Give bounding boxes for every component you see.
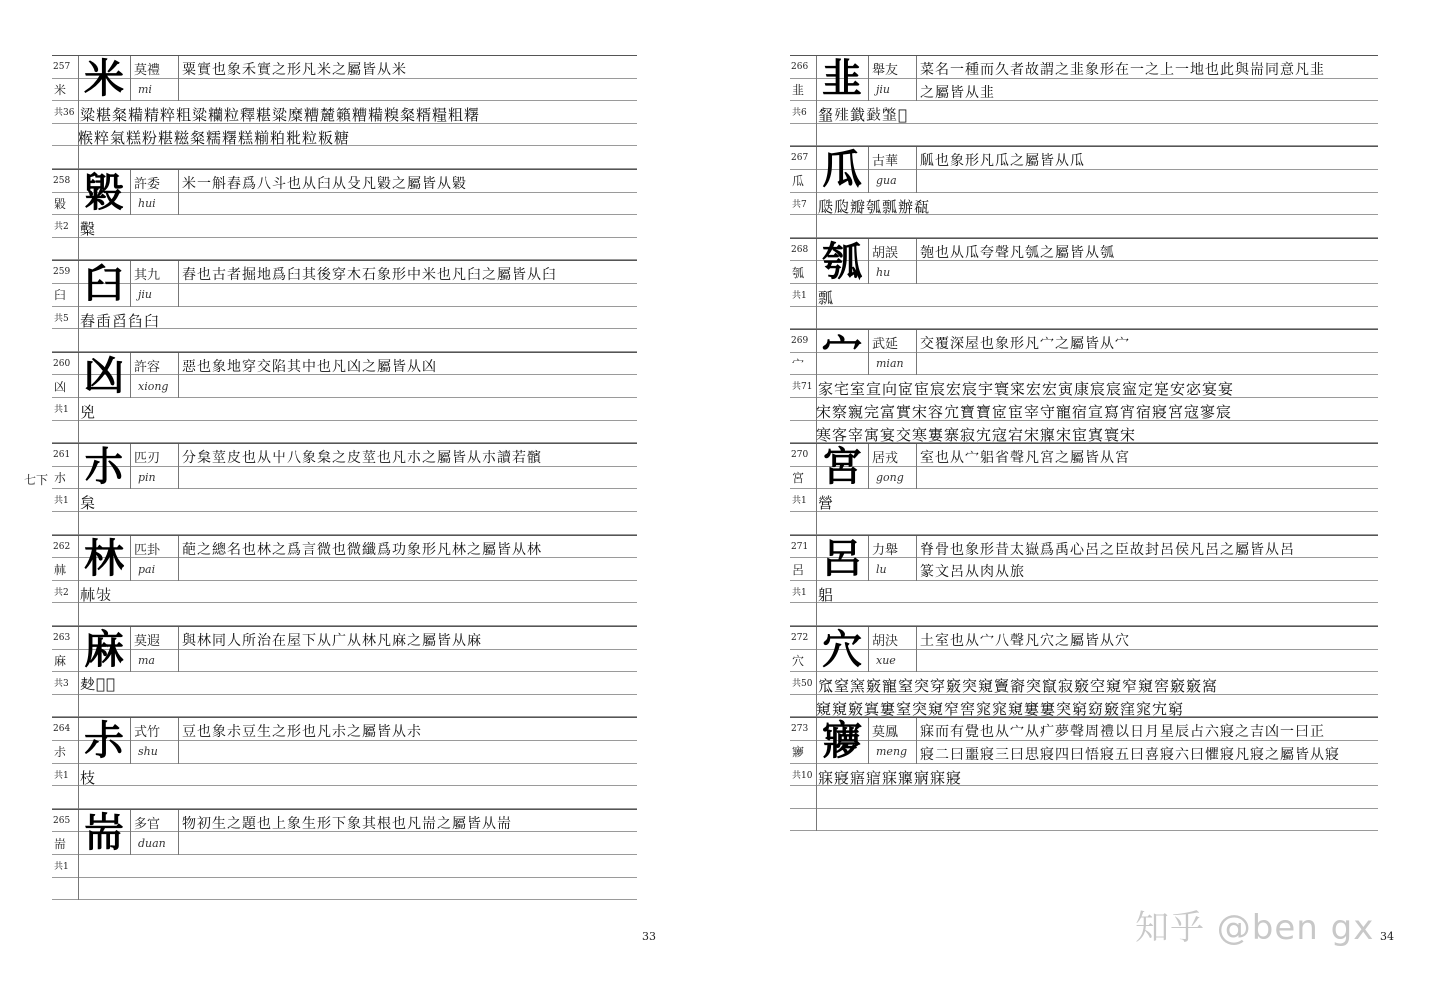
entry-pinyin: gua xyxy=(876,174,897,188)
entry-fanqie: 居戎 xyxy=(872,451,899,467)
entry-derived-line: 瓢 xyxy=(818,288,835,307)
ruled-line xyxy=(52,398,637,421)
entry-definition-line: 交覆深屋也象形凡宀之屬皆从宀 xyxy=(920,336,1130,353)
entry-derived-line: 寒客宰寓宴交寒寠寨寂宄寇宕宋寱宋宦寘寰宋 xyxy=(816,425,1137,444)
entry-radical: 米 xyxy=(84,55,124,102)
entry-definition-line: 㼌也象形凡瓜之屬皆从瓜 xyxy=(920,153,1085,170)
entry-number: 271 xyxy=(791,541,809,552)
entry-number: 258 xyxy=(53,176,71,186)
entry-number: 270 xyxy=(791,450,809,461)
ruled-line xyxy=(52,603,637,626)
entry-definition-line: 物初生之題也上象生形下象其根也凡耑之屬皆从耑 xyxy=(182,815,512,832)
entry-fanqie: 莫鳳 xyxy=(872,725,899,741)
entry-259 xyxy=(52,260,637,351)
entry-count: 共50 xyxy=(792,679,813,690)
entry-number: 272 xyxy=(791,632,809,643)
entry-definition-line: 惡也象地穿交陷其中也凡凶之屬皆从凶 xyxy=(182,358,437,375)
entry-fanqie: 多官 xyxy=(134,816,161,832)
column-rule xyxy=(178,718,179,763)
entry-derived-line: 營 xyxy=(818,494,835,513)
entry-definition-line: 豆也象尗豆生之形也凡尗之屬皆从尗 xyxy=(182,724,422,741)
entry-fanqie: 莫遐 xyxy=(134,633,161,649)
entry-number: 257 xyxy=(53,62,71,72)
entry-definition-line: 之屬皆从韭 xyxy=(920,84,995,101)
margin-note: 七下 xyxy=(24,473,49,487)
ruled-line xyxy=(52,489,637,512)
column-rule xyxy=(130,353,131,398)
entry-number: 273 xyxy=(791,724,809,735)
ruled-line xyxy=(52,764,637,787)
entry-266 xyxy=(790,55,1378,146)
entry-count: 共1 xyxy=(792,496,807,507)
column-rule xyxy=(130,56,131,101)
entry-268 xyxy=(790,238,1378,329)
ruled-line xyxy=(52,581,637,604)
entry-273 xyxy=(790,717,1378,831)
column-rule xyxy=(78,170,79,260)
right-page-number: 34 xyxy=(1380,930,1394,943)
entry-radical: 呂 xyxy=(822,534,862,582)
entry-small-char: 凶 xyxy=(54,379,67,394)
entry-small-char: 㝱 xyxy=(792,745,805,760)
column-rule xyxy=(868,147,869,192)
entry-fanqie: 許容 xyxy=(134,359,161,375)
ruled-line xyxy=(790,215,1378,238)
entry-derived-line: 𪎊𪎋𪎎 xyxy=(80,675,117,694)
entry-count: 共36 xyxy=(54,108,75,119)
column-rule xyxy=(178,353,179,398)
entry-small-char: 米 xyxy=(54,83,67,97)
ruled-line xyxy=(790,489,1378,512)
entry-count: 共5 xyxy=(54,313,69,324)
column-rule xyxy=(78,718,79,808)
entry-263 xyxy=(52,626,637,717)
entry-pinyin: meng xyxy=(876,745,908,759)
entry-pinyin: duan xyxy=(138,836,166,850)
entry-radical: 凶 xyxy=(84,351,124,399)
entry-derived-line: 躳 xyxy=(818,585,835,604)
entry-radical: 耑 xyxy=(84,808,124,856)
entry-radical: 宮 xyxy=(822,443,862,491)
column-rule xyxy=(78,56,79,169)
column-rule xyxy=(916,239,917,284)
entry-number: 259 xyxy=(53,267,71,278)
entry-fanqie: 許委 xyxy=(134,177,161,192)
entry-270 xyxy=(790,443,1378,534)
entry-derived-line: 瓞瓝瓣瓠瓢辦瓻 xyxy=(818,197,931,216)
column-rule xyxy=(868,56,869,101)
entry-small-char: 宮 xyxy=(792,471,805,486)
ruled-line xyxy=(52,329,637,352)
ruled-line xyxy=(790,512,1378,535)
column-rule xyxy=(816,718,817,831)
entry-small-char: 麻 xyxy=(54,653,67,668)
entry-small-char: 臼 xyxy=(54,288,67,303)
entry-derived-line: 粱糂粲糒精粹粗粱糷粒釋糂粱糜糟麓籟糟糒糗粲糈糧粗糬 xyxy=(80,106,481,125)
entry-count: 共1 xyxy=(54,861,69,872)
entry-derived-line: 糳 xyxy=(80,220,97,239)
entry-262 xyxy=(52,535,637,626)
entry-fanqie: 舉友 xyxy=(872,63,899,78)
entry-definition-line: 土室也从宀八聲凡穴之屬皆从穴 xyxy=(920,632,1130,649)
entry-definition-line: 寐而有覺也从宀从疒夢聲周禮以日月星辰占六寢之吉凶一曰正 xyxy=(920,724,1325,741)
entry-derived-line: 窊窒窯竅寵窒突穿竅突窺竇窬突竄寂竅空窺窄窺窖竅竅窩 xyxy=(818,677,1219,696)
entry-pinyin: lu xyxy=(876,562,887,576)
ruled-line xyxy=(52,512,637,535)
entry-number: 265 xyxy=(53,815,71,826)
entry-count: 共71 xyxy=(792,382,813,393)
column-rule xyxy=(868,536,869,581)
column-rule xyxy=(916,536,917,581)
column-rule xyxy=(78,810,79,900)
entry-number: 261 xyxy=(53,450,71,461)
entry-fanqie: 力舉 xyxy=(872,542,899,558)
entry-271 xyxy=(790,535,1378,626)
column-rule xyxy=(78,353,79,443)
column-rule xyxy=(816,444,817,534)
entry-derived-line: 家宅室宣向宧宦宸宏宸宇寰寀宏宏寅康宸宸寍定寔安宓宴宴 xyxy=(818,380,1235,399)
entry-radical: 瓠 xyxy=(822,237,862,285)
column-rule xyxy=(178,261,179,306)
entry-pinyin: jiu xyxy=(876,83,891,96)
entry-number: 260 xyxy=(53,358,71,369)
column-rule xyxy=(178,444,179,489)
column-rule xyxy=(130,170,131,215)
entry-small-char: 穴 xyxy=(792,653,805,668)
entry-258 xyxy=(52,169,637,260)
entry-pinyin: pin xyxy=(138,471,156,485)
entry-small-char: 𣏟 xyxy=(54,562,67,577)
entry-derived-line: 𣏟𢻸 xyxy=(80,585,113,604)
entry-fanqie: 胡誤 xyxy=(872,245,899,261)
column-rule xyxy=(916,718,917,763)
column-rule xyxy=(78,444,79,534)
entry-count: 共1 xyxy=(792,587,807,598)
entry-small-char: 呂 xyxy=(792,562,805,577)
column-rule xyxy=(178,536,179,581)
entry-pinyin: mian xyxy=(876,357,904,371)
entry-269 xyxy=(790,329,1378,443)
ruled-line xyxy=(52,855,637,878)
entry-fanqie: 式竹 xyxy=(134,725,161,741)
entry-definition-line: 粟實也象禾實之形凡米之屬皆从米 xyxy=(182,62,407,78)
entry-radical: 穴 xyxy=(822,625,862,673)
entry-small-char: 朩 xyxy=(54,471,67,486)
entry-count: 共3 xyxy=(54,679,69,690)
column-rule xyxy=(130,627,131,672)
entry-fanqie: 莫禮 xyxy=(134,63,161,78)
entry-265 xyxy=(52,809,637,900)
ruled-line xyxy=(52,421,637,444)
column-rule xyxy=(130,536,131,581)
right-page xyxy=(790,55,1378,831)
entry-definition-line: 舂也古者掘地爲臼其後穿木石象形中米也凡臼之屬皆从臼 xyxy=(182,267,557,284)
ruled-line xyxy=(790,603,1378,626)
entry-number: 268 xyxy=(791,244,809,255)
entry-derived-line: 韰𩐁韱𩐅𩐇𩐈 xyxy=(818,106,909,125)
entry-small-char: 宀 xyxy=(792,357,805,372)
entry-fanqie: 武延 xyxy=(872,337,899,353)
column-rule xyxy=(868,239,869,284)
ruled-line xyxy=(52,215,637,238)
column-rule xyxy=(130,444,131,489)
entry-pinyin: shu xyxy=(138,745,158,759)
entry-radical: 㝱 xyxy=(822,717,862,765)
ruled-line xyxy=(790,284,1378,307)
column-rule xyxy=(916,444,917,489)
entry-count: 共7 xyxy=(792,199,807,210)
entry-radical: 麻 xyxy=(84,625,124,673)
entry-fanqie: 匹卦 xyxy=(134,542,161,558)
watermark: 知乎 @ben gx xyxy=(1135,908,1375,948)
entry-fanqie: 胡決 xyxy=(872,633,899,649)
ruled-line xyxy=(790,307,1378,330)
entry-radical: 宀 xyxy=(822,329,862,377)
entry-number: 269 xyxy=(791,336,809,347)
entry-derived-line: 兇 xyxy=(80,402,97,421)
column-rule xyxy=(916,330,917,375)
column-rule xyxy=(178,810,179,855)
entry-small-char: 瓜 xyxy=(792,174,805,189)
entry-definition-line: 葩之總名也林之爲言微也微纖爲功象形凡林之屬皆从林 xyxy=(182,541,542,558)
entry-radical: 林 xyxy=(84,534,124,582)
entry-fanqie: 古華 xyxy=(872,154,899,170)
column-rule xyxy=(78,261,79,351)
entry-count: 共1 xyxy=(54,770,69,781)
column-rule xyxy=(916,627,917,672)
entry-pinyin: gong xyxy=(876,471,904,485)
column-rule xyxy=(178,56,179,101)
entry-derived-line: 宋察寴完富實宋容宂寶寶宧宦宰守寵宿宣寫宵宿寢宮寇寥宸 xyxy=(816,402,1233,421)
entry-derived-line: 枲 xyxy=(80,494,97,513)
entry-small-char: 瓠 xyxy=(792,265,805,280)
entry-small-char: 毇 xyxy=(54,197,67,211)
entry-count: 共1 xyxy=(54,404,69,415)
entry-272 xyxy=(790,626,1378,717)
column-rule xyxy=(178,627,179,672)
entry-number: 264 xyxy=(53,724,71,735)
entry-count: 共6 xyxy=(792,108,807,119)
entry-count: 共2 xyxy=(54,587,69,598)
column-rule xyxy=(868,718,869,763)
entry-257 xyxy=(52,55,637,169)
entry-count: 共1 xyxy=(54,496,69,507)
entry-derived-line: 寐寢寤寣寐寱寎寐寢 xyxy=(818,768,963,787)
entry-small-char: 尗 xyxy=(54,745,67,760)
left-page-number: 33 xyxy=(642,930,656,943)
ruled-line xyxy=(52,695,637,718)
entry-pinyin: xue xyxy=(876,653,896,667)
entry-number: 266 xyxy=(791,62,809,72)
entry-derived-line: 窺窺竅窴窶窒突窺窄窖窕窕窺窶窶突窮窈竅窪窕宄窮 xyxy=(816,699,1185,718)
entry-radical: 瓜 xyxy=(822,146,862,194)
entry-count: 共1 xyxy=(792,290,807,301)
entry-number: 267 xyxy=(791,153,809,164)
entry-definition-line: 米一斛舂爲八斗也从臼从殳凡毇之屬皆从毇 xyxy=(182,176,467,192)
ruled-line xyxy=(790,809,1378,832)
entry-radical: 尗 xyxy=(84,717,124,765)
column-rule xyxy=(78,627,79,717)
entry-count: 共10 xyxy=(792,770,813,781)
entry-radical: 韭 xyxy=(822,55,862,102)
entry-pinyin: hui xyxy=(138,197,156,210)
ruled-line xyxy=(790,581,1378,604)
entry-267 xyxy=(790,146,1378,237)
entry-count: 共2 xyxy=(54,222,69,233)
column-rule xyxy=(816,56,817,146)
entry-264 xyxy=(52,717,637,808)
left-page xyxy=(52,55,637,900)
ruled-line xyxy=(790,786,1378,809)
column-rule xyxy=(868,330,869,375)
entry-260 xyxy=(52,352,637,443)
entry-derived-line: 舂臿舀臽臼 xyxy=(80,311,161,330)
entry-fanqie: 匹刃 xyxy=(134,451,161,467)
entry-derived-line: 枝 xyxy=(80,768,97,787)
entry-definition-line: 篆文呂从肉从旅 xyxy=(920,564,1025,581)
entry-radical: 臼 xyxy=(84,260,124,308)
entry-pinyin: pai xyxy=(138,562,156,576)
entry-definition-line: 寢二曰噩寢三曰思寢四曰悟寢五曰喜寢六曰懼寢凡寢之屬皆从寢 xyxy=(920,746,1340,763)
entry-derived-line: 糇粹氣糕粉糂糍粲糯糬糕糋粕粃粒粄糖 xyxy=(78,128,351,147)
ruled-line xyxy=(790,124,1378,147)
entry-small-char: 耑 xyxy=(54,836,67,851)
column-rule xyxy=(178,170,179,215)
entry-pinyin: hu xyxy=(876,265,891,279)
entry-definition-line: 菜名一種而久者故謂之韭象形在一之上一地也此與耑同意凡韭 xyxy=(920,62,1325,78)
entry-261 xyxy=(52,443,637,534)
entry-pinyin: ma xyxy=(138,653,155,667)
entry-pinyin: jiu xyxy=(138,288,153,302)
entry-pinyin: xiong xyxy=(138,379,169,393)
entry-number: 262 xyxy=(53,541,71,552)
entry-radical: 毇 xyxy=(84,169,124,216)
column-rule xyxy=(130,261,131,306)
ruled-line xyxy=(52,786,637,809)
entry-definition-line: 脊骨也象形昔太嶽爲禹心呂之臣故封呂侯凡呂之屬皆从呂 xyxy=(920,541,1295,558)
column-rule xyxy=(816,239,817,329)
entry-definition-line: 室也从宀躳省聲凡宮之屬皆从宮 xyxy=(920,450,1130,467)
entry-definition-line: 分枲莖皮也从屮八象枲之皮莖也凡朩之屬皆从朩讀若髕 xyxy=(182,450,542,467)
column-rule xyxy=(868,444,869,489)
entry-definition-line: 匏也从瓜夸聲凡瓠之屬皆从瓠 xyxy=(920,244,1115,261)
column-rule xyxy=(816,536,817,626)
entry-number: 263 xyxy=(53,632,71,643)
ruled-line xyxy=(52,878,637,901)
column-rule xyxy=(816,147,817,237)
ruled-line xyxy=(52,672,637,695)
ruled-line xyxy=(52,146,637,169)
column-rule xyxy=(868,627,869,672)
entry-pinyin: mi xyxy=(138,83,152,96)
column-rule xyxy=(916,56,917,101)
column-rule xyxy=(130,718,131,763)
entry-definition-line: 與林同人所治在屋下从广从林凡麻之屬皆从麻 xyxy=(182,632,482,649)
entry-radical: 朩 xyxy=(84,443,124,491)
entry-small-char: 韭 xyxy=(792,83,805,97)
column-rule xyxy=(916,147,917,192)
column-rule xyxy=(78,536,79,626)
ruled-line xyxy=(52,238,637,261)
entry-fanqie: 其九 xyxy=(134,268,161,284)
column-rule xyxy=(130,810,131,855)
